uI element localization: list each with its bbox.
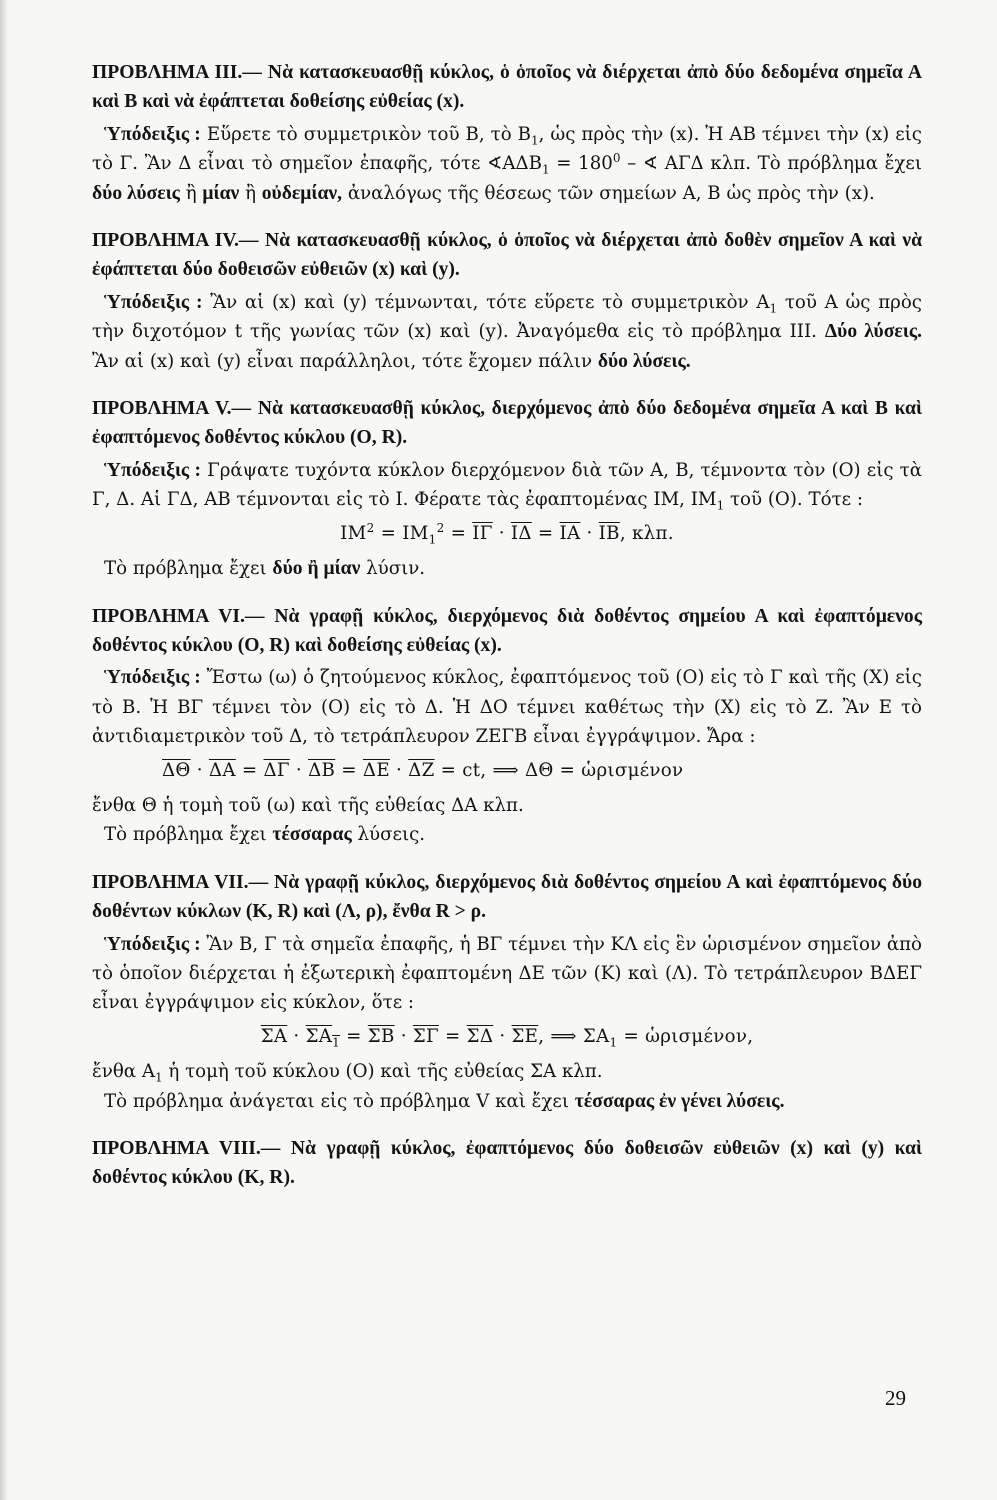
conclusion-text: λύσεις. — [351, 824, 426, 846]
conclusion-text: Τὸ πρόβλημα ἀνάγεται εἰς τὸ πρόβλημα V καὶ ἔχει — [104, 1090, 575, 1112]
segment: $\overline{\Delta E}$ — [362, 759, 390, 781]
segment: $\overline{\Delta Z}$ — [408, 759, 435, 781]
superscript: 2 — [436, 520, 445, 535]
hint-text: Ἔστω (ω) ὁ ζητούμενος κύκλος, ἐφαπτόμενος τοῦ (Ο) εἰς τὸ Γ καὶ τῆς (Χ) εἰς τὸ Β. Ἡ ΒΓ τέμνει τὸν (Ο) εἰς τὸ Δ. Ἡ ΔΟ τέμνει καθέτως τὴν (Χ) εἰς τὸ Ζ. Ἂν Ε τὸ ἀντιδιαμετρικὸν τοῦ Δ, τὸ τετράπλευρον ΖΕΓΒ εἶναι ἐγγράψιμον. Ἄρα : — [92, 667, 922, 748]
bold-text: δύο λύσεις — [92, 182, 180, 204]
superscript: 2 — [366, 520, 375, 535]
hint-text: τοῦ Α ὡς πρὸς τὴν διχοτόμον t τῆς γωνίας τῶν (x) καὶ (y). Ἀναγόμεθα εἰς τὸ πρόβλημα ΙΙΙ. — [92, 291, 922, 343]
problem-3 — [92, 58, 922, 208]
segment: $\overline{\Delta\Theta}$ — [162, 759, 191, 781]
formula-term: = ct, ⟹ ΔΘ = ὡρισμένον — [434, 759, 684, 781]
after-text: ἔνθα Α — [92, 1061, 155, 1083]
hint-text: = 180 — [549, 153, 613, 175]
formula-operator: = — [335, 759, 363, 781]
hint-text: Ἂν Β, Γ τὰ σημεῖα ἐπαφῆς, ἡ ΒΓ τέμνει τὴν ΚΛ εἰς ἓν ὡρισμένον σημεῖον ἀπὸ τὸ ὁποῖον διέρχεται ἡ ἐξωτερικὴ ἐφαπτομένη ΔΕ τῶν (Κ) καὶ (Λ). Τὸ τετράπλευρον ΒΔΕΓ εἶναι ἐγγράψιμον εἰς κύκλον, ὅτε : — [92, 933, 923, 1014]
segment: $\overline{\Sigma\Delta}$ — [466, 1025, 494, 1047]
problem-7-hint — [92, 930, 922, 1018]
hint-label: Ὑπόδειξις : — [104, 123, 201, 145]
problem-3-title: ΠΡΟΒΛΗΜΑ ΙΙΙ.— Νὰ κατασκευασθῇ κύκλος, ὁ ὁποῖος νὰ διέρχεται ἀπὸ δύο δεδομένα σημεῖα Α καὶ Β καὶ νὰ ἐφάπτεται δοθείσης εὐθείας (x). — [92, 62, 922, 113]
problem-4 — [92, 226, 922, 376]
segment: $\overline{I\Delta}$ — [510, 522, 532, 544]
formula-operator: = — [438, 1025, 467, 1047]
problem-7-title: ΠΡΟΒΛΗΜΑ VΙΙ.— Νὰ γραφῇ κύκλος, διερχόμενος διὰ δοθέντος σημείου Α καὶ ἐφαπτόμενος δύο δοθέντων κύκλων (Κ, R) καὶ (Λ, ρ), ἔνθα R > ρ. — [92, 871, 922, 923]
problem-6-title: ΠΡΟΒΛΗΜΑ VI.— Νὰ γραφῇ κύκλος, διερχόμενος διὰ δοθέντος σημείου Α καὶ ἐφαπτόμενος δοθέντος κύκλου (Ο, R) καὶ δοθείσης εὐθείας (x). — [92, 605, 922, 656]
problem-7 — [92, 868, 922, 1116]
segment — [305, 1025, 341, 1050]
segment: $\overline{\Delta A}$ — [208, 759, 236, 781]
formula-operator: = — [444, 522, 473, 544]
bold-text: οὐδεμίαν, — [261, 182, 343, 204]
after-text: ἡ τομὴ τοῦ κύκλου (Ο) καὶ τῆς εὐθείας ΣΑ κλπ. — [162, 1061, 603, 1083]
problem-6 — [92, 602, 922, 850]
conclusion-text: Τὸ πρόβλημα ἔχει — [104, 558, 273, 580]
hint-text: ἢ — [179, 182, 203, 204]
segment: $\overline{IA}$ — [559, 522, 581, 544]
subscript: 1 — [541, 162, 550, 177]
problem-7-after — [92, 1057, 922, 1086]
segment: $\overline{\Sigma A}$ — [260, 1025, 288, 1047]
segment: $\overline{\Delta\Gamma}$ — [263, 759, 290, 781]
problem-7-formula — [92, 1022, 922, 1051]
hint-label: Ὑπόδειξις : — [104, 459, 201, 481]
formula-operator: · — [287, 1025, 306, 1047]
bold-text: τέσσαρας — [272, 824, 352, 846]
subscript: 1 — [609, 1035, 618, 1050]
bold-text: μίαν — [202, 182, 240, 204]
conclusion-text: Τὸ πρόβλημα ἔχει — [104, 824, 273, 846]
hint-text: – ∢ ΑΓΔ κλπ. Τὸ πρόβλημα ἔχει — [620, 153, 922, 175]
formula-operator: = — [531, 522, 560, 544]
segment: $\overline{I\Gamma}$ — [472, 522, 493, 544]
bold-text: δύο ἢ μίαν — [272, 558, 361, 580]
hint-label: Ὑπόδειξις : — [104, 933, 201, 955]
hint-text: Εὕρετε τὸ συμμετρικὸν τοῦ Β, τὸ Β — [206, 123, 532, 145]
problem-7-conclusion — [92, 1087, 922, 1116]
segment: $\overline{IB}$ — [598, 522, 620, 544]
problem-8-title: ΠΡΟΒΛΗΜΑ VΙΙΙ.— Νὰ γραφῇ κύκλος, ἐφαπτόμενος δύο δοθεισῶν εὐθειῶν (x) καὶ (y) καὶ δοθέντος κύκλου (Κ, R). — [92, 1138, 922, 1189]
hint-text: ἢ — [239, 182, 262, 204]
formula-term: = ΙΜ — [374, 522, 429, 544]
page-edge-shadow — [0, 0, 8, 1500]
hint-text: Ἂν αἱ (x) καὶ (y) εἶναι παράλληλοι, τότε ἔχομεν πάλιν — [92, 350, 598, 372]
problem-5-hint — [92, 456, 922, 515]
page-number: 29 — [885, 1386, 906, 1410]
problem-5-formula — [92, 519, 922, 548]
hint-label: Ὑπόδειξις : — [104, 291, 203, 313]
problem-6-after: ἔνθα Θ ἡ τομὴ τοῦ (ω) καὶ τῆς εὐθείας ΔΑ κλπ. — [92, 794, 524, 816]
problem-5-conclusion — [92, 554, 922, 583]
problem-4-hint — [92, 288, 922, 376]
formula-operator: · — [389, 759, 409, 781]
hint-text: Γράψατε τυχόντα κύκλον διερχόμενον διὰ τῶν Α, Β, τέμνοντα τὸν (Ο) εἰς τὰ Γ, Δ. Αἱ ΓΔ, ΑΒ τέμνονται εἰς τὸ Ι. Φέρατε τὰς ἐφαπτομένας ΙΜ, ΙΜ — [92, 459, 922, 511]
hint-text: ἀναλόγως τῆς θέσεως τῶν σημείων Α, Β ὡς πρὸς τὴν (x). — [342, 182, 875, 204]
conclusion-text: λύσιν. — [360, 558, 426, 580]
formula-operator: = — [235, 759, 264, 781]
subscript: 1 — [531, 133, 539, 148]
bold-text: τέσσαρας ἐν γένει λύσεις. — [574, 1090, 785, 1112]
problem-5 — [92, 394, 922, 583]
formula-operator: · — [580, 522, 599, 544]
bold-text: Δύο λύσεις. — [824, 321, 922, 343]
formula-term: , κλπ. — [619, 522, 674, 544]
formula-operator: · — [394, 1025, 413, 1047]
problem-6-formula — [92, 756, 922, 785]
problem-5-title: ΠΡΟΒΛΗΜΑ V.— Νὰ κατασκευασθῇ κύκλος, διερχόμενος ἀπὸ δύο δεδομένα σημεῖα Α καὶ Β καὶ ἐφαπτόμενος δοθέντος κύκλου (Ο, R). — [92, 398, 922, 449]
hint-text: τοῦ (Ο). Τότε : — [724, 489, 863, 511]
hint-text: , ὡς πρὸς τὴν (x). Ἡ ΑΒ τέμνει τὴν (x) εἰς τὸ Γ. Ἂν Δ εἶναι τὸ σημεῖον ἐπαφῆς, τότε ∢ΑΔΒ — [92, 123, 922, 175]
formula-operator: · — [190, 759, 209, 781]
subscript: 1 — [769, 301, 778, 316]
problem-8 — [92, 1134, 922, 1193]
formula-operator: · — [492, 522, 511, 544]
problem-6-hint — [92, 663, 922, 751]
segment: $\overline{\Sigma E}$ — [511, 1025, 539, 1047]
subscript: 1 — [428, 532, 437, 547]
problem-6-conclusion — [92, 820, 922, 849]
hint-text: Ἂν αἱ (x) καὶ (y) τέμνωνται, τότε εὕρετε τὸ συμμετρικὸν Α — [210, 291, 770, 313]
subscript: 1 — [716, 498, 725, 513]
formula-operator: · — [493, 1025, 512, 1047]
problem-4-title: ΠΡΟΒΛΗΜΑ ΙV.— Νὰ κατασκευασθῇ κύκλος, ὁ ὁποῖος νὰ διέρχεται ἀπὸ δοθὲν σημεῖον Α καὶ νὰ ἐφάπτεται δύο δοθεισῶν εὐθειῶν (x) καὶ (y). — [92, 230, 922, 281]
formula-operator: = — [340, 1025, 368, 1047]
bold-text: δύο λύσεις. — [597, 350, 691, 372]
formula-term: = ὡρισμένον, — [617, 1025, 754, 1047]
formula-term: , ⟹ ΣΑ — [538, 1025, 610, 1047]
page-text — [92, 58, 922, 1211]
segment: $\overline{\Sigma B}$ — [367, 1025, 395, 1047]
segment-text: ΣΑ — [305, 1025, 333, 1047]
formula-term: ΙΜ — [340, 522, 367, 544]
subscript: 1 — [154, 1070, 163, 1085]
hint-label: Ὑπόδειξις : — [104, 667, 201, 689]
segment: $\overline{\Sigma\Gamma}$ — [412, 1025, 439, 1047]
segment: $\overline{\Delta B}$ — [308, 759, 336, 781]
problem-3-hint — [92, 120, 922, 208]
superscript: 0 — [612, 151, 621, 166]
formula-operator: · — [289, 759, 309, 781]
subscript: 1 — [332, 1035, 341, 1050]
